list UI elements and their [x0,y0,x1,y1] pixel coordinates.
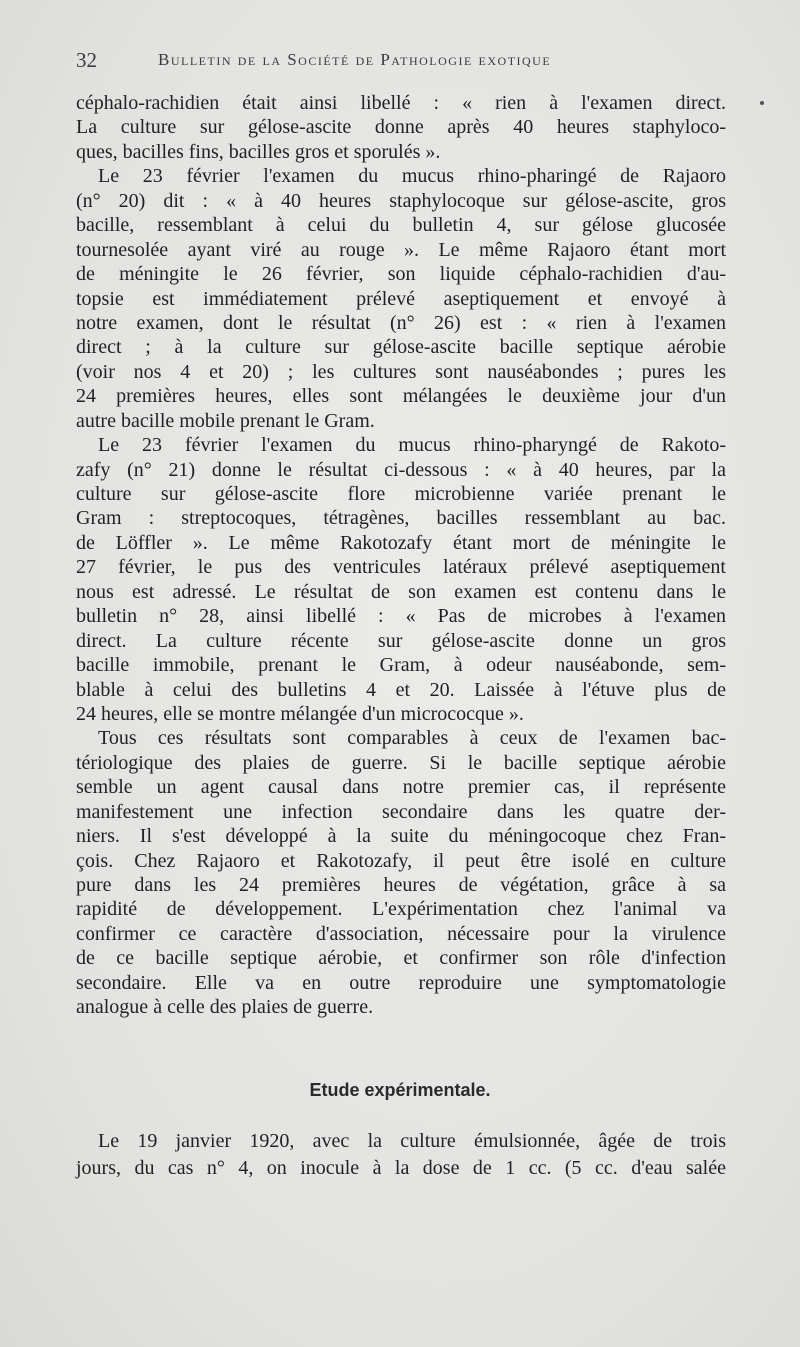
text-line: de méningite le 26 février, son liquide céphalo-rachidien d'au- [76,263,726,286]
text-line: rapidité de développement. L'expérimentation chez l'animal va [76,898,726,921]
text-line: (n° 20) dit : « à 40 heures staphylocoque sur gélose-ascite, gros [76,189,726,212]
text-line: de ce bacille septique aérobie, et confirmer son rôle d'infection [76,947,726,970]
section-heading: Etude expérimentale. [309,1080,491,1100]
text-line: direct. La culture récente sur gélose-ascite donne un gros [76,629,726,652]
text-line: niers. Il s'est développé à la suite du méningocoque chez Fran- [76,825,726,848]
text-line: autre bacille mobile prenant le Gram. [76,409,375,432]
body-text [76,91,726,1020]
running-header [76,48,726,78]
text-line: Gram : streptocoques, tétragènes, bacilles ressemblant au bac. [76,507,726,530]
text-line: La culture sur gélose-ascite donne après 40 heures staphyloco- [76,116,726,139]
text-line: analogue à celle des plaies de guerre. [76,996,374,1019]
text-line: çois. Chez Rajaoro et Rakotozafy, il peut être isolé en culture [76,849,726,872]
text-line: zafy (n° 21) donne le résultat ci-dessous : « à 40 heures, par la [76,458,726,481]
text-line: bacille immobile, prenant le Gram, à odeur nauséabonde, sem- [76,654,726,677]
text-line: tériologique des plaies de guerre. Si le bacille septique aérobie [76,751,726,774]
text-line: Le 19 janvier 1920, avec la culture émulsionnée, âgée de trois [98,1130,726,1152]
section-text [76,1128,726,1182]
text-line: culture sur gélose-ascite flore microbienne variée prenant le [76,483,726,505]
text-line: direct ; à la culture sur gélose-ascite bacille septique aérobie [76,336,726,359]
text-line: bulletin n° 28, ainsi libellé : « Pas de microbes à l'examen [76,605,726,628]
text-line: ques, bacilles fins, bacilles gros et sporulés ». [76,140,441,163]
text-line: topsie est immédiatement prélevé aseptiquement et envoyé à [76,287,726,310]
text-line: 24 premières heures, elles sont mélangées le deuxième jour d'un [76,385,726,408]
text-line: jours, du cas n° 4, on inocule à la dose de 1 cc. (5 cc. d'eau salée [76,1157,726,1179]
text-line: nous est adressé. Le résultat de son examen est contenu dans le [76,580,726,603]
text-line: Tous ces résultats sont comparables à ceux de l'examen bac- [98,727,726,750]
text-line: manifestement une infection secondaire dans les quatre der- [76,800,726,823]
text-line: notre examen, dont le résultat (n° 26) est : « rien à l'examen [76,311,726,334]
text-line: secondaire. Elle va en outre reproduire une symptomatologie [76,971,726,994]
text-line: tournesolée ayant viré au rouge ». Le même Rajaoro étant mort [76,238,726,261]
page-number: 32 [76,48,97,72]
print-speck [760,101,764,105]
text-line: confirmer ce caractère d'association, nécessaire pour la virulence [76,922,726,945]
text-line: Le 23 février l'examen du mucus rhino-pharyngé de Rakoto- [98,434,726,457]
text-line: bacille, ressemblant à celui du bulletin 4, sur gélose glucosée [76,214,726,237]
text-line: Le 23 février l'examen du mucus rhino-pharingé de Rajaoro [98,165,726,188]
text-line: de Löffler ». Le même Rakotozafy étant mort de méningite le [76,531,726,554]
running-title: Bulletin de la Société de Pathologie exotique [158,50,552,69]
text-line: blable à celui des bulletins 4 et 20. Laissée à l'étuve plus de [76,678,726,701]
text-line: (voir nos 4 et 20) ; les cultures sont nauséabondes ; pures les [76,360,726,383]
text-line: céphalo-rachidien était ainsi libellé : « rien à l'examen direct. [76,92,726,114]
text-line: pure dans les 24 premières heures de végétation, grâce à sa [76,874,726,896]
text-line: semble un agent causal dans notre premier cas, il représente [76,776,726,799]
text-line: 27 février, le pus des ventricules latéraux prélevé aseptiquement [76,556,726,579]
text-line: 24 heures, elle se montre mélangée d'un micrococque ». [76,702,524,725]
